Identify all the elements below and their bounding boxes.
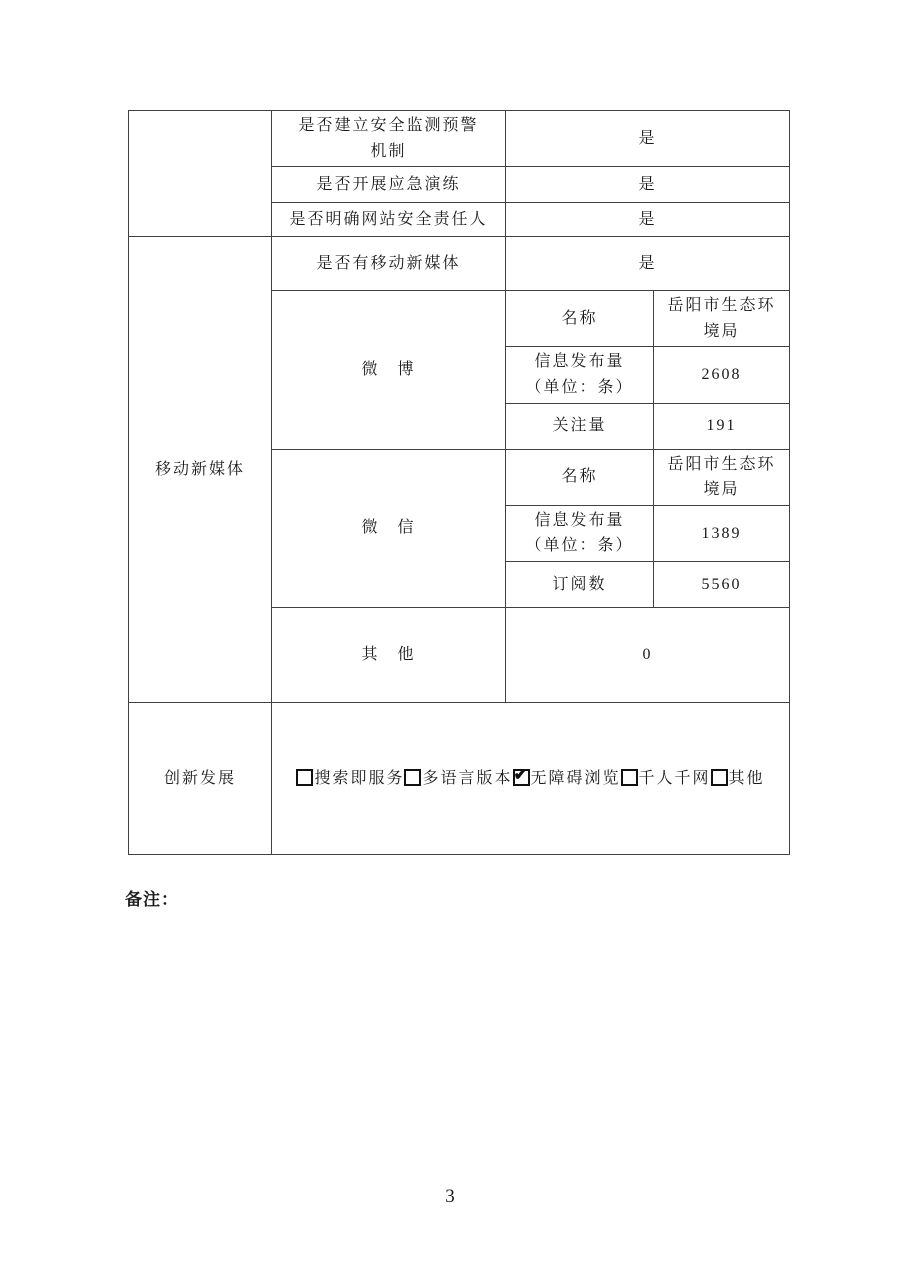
innovation-option xyxy=(296,770,404,787)
security-row-label xyxy=(272,111,506,167)
table-row xyxy=(129,237,790,291)
section-label-cell-empty xyxy=(129,111,272,237)
section-title-innovation: 创新发展 xyxy=(129,702,272,854)
wechat-name-label: 名称 xyxy=(506,449,654,505)
wechat-subscribers-label: 订阅数 xyxy=(506,561,654,607)
security-row-label-text: 是否建立安全监测预警机制 xyxy=(298,117,479,160)
security-row-value: 是 xyxy=(506,111,790,167)
wechat-posts-label-text: 信息发布量（单位：条） xyxy=(525,511,634,555)
weibo-followers-value: 191 xyxy=(654,403,790,449)
innovation-option-label: 其他 xyxy=(728,769,765,787)
checkbox-icon[interactable] xyxy=(296,769,313,786)
weibo-posts-label xyxy=(506,347,654,403)
wechat-name-value xyxy=(654,449,790,505)
wechat-name-value-text: 岳阳市生态环境局 xyxy=(667,455,776,499)
innovation-option xyxy=(513,770,621,787)
wechat-label-cell: 微 信 xyxy=(272,449,506,607)
other-media-label: 其 他 xyxy=(272,607,506,702)
notes-label: 备注： xyxy=(125,890,179,909)
weibo-posts-value: 2608 xyxy=(654,347,790,403)
weibo-name-value-text: 岳阳市生态环境局 xyxy=(667,297,776,340)
checkbox-icon[interactable] xyxy=(513,769,530,786)
innovation-option xyxy=(621,770,711,787)
innovation-option-label: 千人千网 xyxy=(638,769,711,787)
weibo-label-cell: 微 博 xyxy=(272,291,506,449)
report-table xyxy=(128,110,790,855)
innovation-option-label: 多语言版本 xyxy=(422,769,513,787)
innovation-option-label: 无障碍浏览 xyxy=(530,769,621,787)
security-row-value: 是 xyxy=(506,167,790,203)
weibo-followers-label: 关注量 xyxy=(506,403,654,449)
weibo-name-value xyxy=(654,291,790,347)
other-media-value: 0 xyxy=(506,607,790,702)
innovation-option xyxy=(404,770,512,787)
wechat-subscribers-value: 5560 xyxy=(654,561,790,607)
table-row xyxy=(129,702,790,854)
innovation-option xyxy=(711,770,765,787)
security-row-value: 是 xyxy=(506,203,790,237)
security-row-label: 是否开展应急演练 xyxy=(272,167,506,203)
has-mobile-value: 是 xyxy=(506,237,790,291)
innovation-options-cell xyxy=(272,702,790,854)
page-number: 3 xyxy=(445,1186,455,1207)
weibo-name-label: 名称 xyxy=(506,291,654,347)
section-title-mobile-media: 移动新媒体 xyxy=(129,237,272,703)
checkbox-icon[interactable] xyxy=(621,769,638,786)
checkbox-icon[interactable] xyxy=(711,769,728,786)
wechat-posts-label xyxy=(506,505,654,561)
security-row-label: 是否明确网站安全责任人 xyxy=(272,203,506,237)
checkbox-icon[interactable] xyxy=(404,769,421,786)
has-mobile-label: 是否有移动新媒体 xyxy=(272,237,506,291)
innovation-option-label: 搜索即服务 xyxy=(314,769,405,787)
wechat-posts-value: 1389 xyxy=(654,505,790,561)
table-row xyxy=(129,111,790,167)
weibo-posts-label-text: 信息发布量（单位：条） xyxy=(525,353,634,396)
